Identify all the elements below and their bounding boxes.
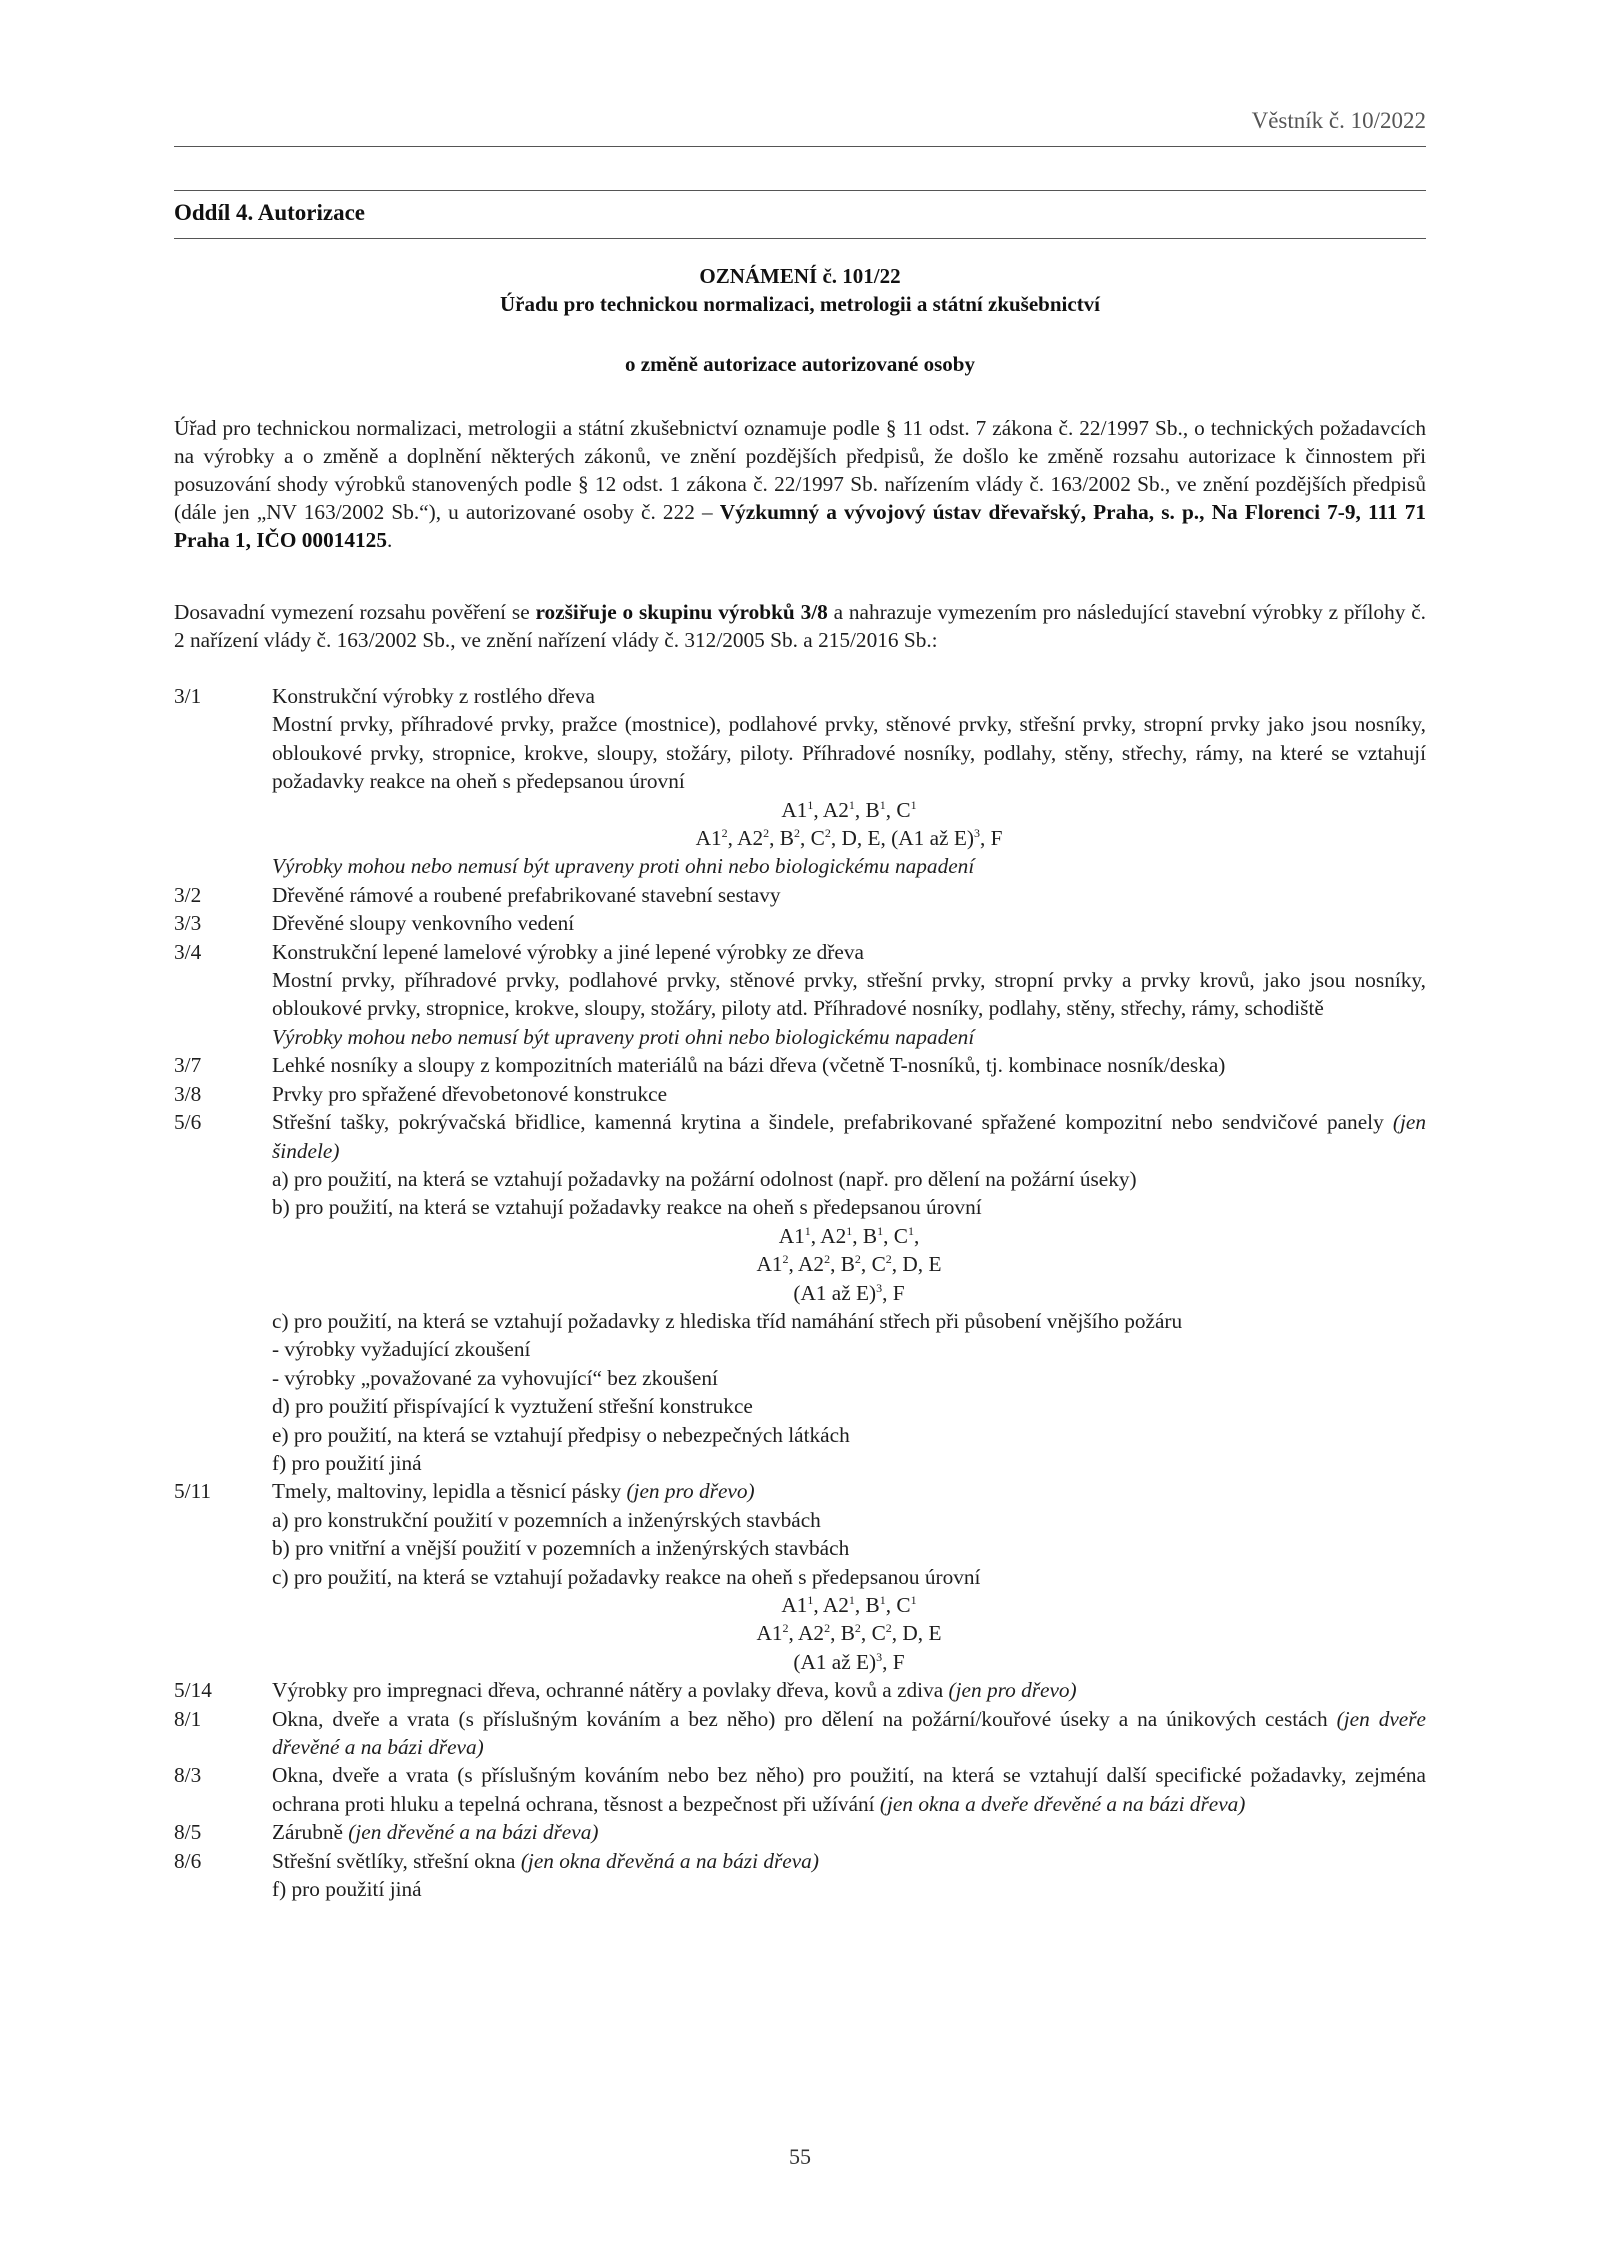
line-text: Okna, dveře a vrata (s příslušným kováním a bez něho) pro dělení na požární/kouřové úseky a na únikových cestách (272, 1706, 1337, 1731)
text-line (272, 1705, 1426, 1762)
reaction-class-line: $A1^2$, $A2^2$, $B^2$, $C^2$, D, E (756, 1252, 942, 1277)
reaction-class-line: $A1^2$, $A2^2$, $B^2$, $C^2$, D, E (756, 1621, 942, 1646)
reaction-class-line: $A1^1$, $A2^1$, $B^1$, $C^1$ (781, 1592, 917, 1617)
text-line (272, 1847, 1426, 1875)
section-rule-top (174, 190, 1426, 191)
line-text: Tmely, maltoviny, lepidla a těsnicí pásky (272, 1479, 627, 1504)
line-text: f) pro použití jiná (272, 1450, 422, 1475)
text-line (272, 1534, 1426, 1562)
text-line (272, 1563, 1426, 1591)
note-line: Výrobky mohou nebo nemusí být upraveny proti ohni nebo biologickému napadení (272, 854, 975, 879)
product-group-item (174, 1051, 1426, 1079)
product-group-content (272, 1705, 1426, 1762)
product-group-code: 8/1 (174, 1706, 202, 1731)
note-line: Výrobky mohou nebo nemusí být upraveny proti ohni nebo biologickému napadení (272, 1024, 975, 1049)
text-line (272, 682, 1426, 710)
reaction-class-line: (A1 až E)$^3$, F (793, 1280, 905, 1305)
line-text: - výrobky vyžadující zkoušení (272, 1337, 531, 1362)
line-text: Střešní světlíky, střešní okna (272, 1848, 521, 1873)
product-group-content (272, 909, 1426, 937)
line-text: b) pro použití, na která se vztahují požadavky reakce na oheň s předepsanou úrovní (272, 1195, 982, 1220)
product-group-code: 3/3 (174, 911, 202, 936)
product-group-content (272, 938, 1426, 1052)
text-line (272, 1335, 1426, 1363)
text-line (272, 966, 1426, 1023)
product-group-item (174, 682, 1426, 881)
line-text: e) pro použití, na která se vztahují předpisy o nebezpečných látkách (272, 1422, 850, 1447)
line-text: b) pro vnitřní a vnější použití v pozemních a inženýrských stavbách (272, 1536, 850, 1561)
line-text: f) pro použití jiná (272, 1877, 422, 1902)
line-text: Výrobky pro impregnaci dřeva, ochranné nátěry a povlaky dřeva, kovů a zdiva (272, 1678, 949, 1703)
line-text: Zárubně (272, 1820, 349, 1845)
line-text: Dřevěné rámové a roubené prefabrikované stavební sestavy (272, 882, 781, 907)
product-group-code: 5/11 (174, 1479, 212, 1504)
product-group-code: 3/8 (174, 1081, 202, 1106)
line-italic-note: (jen okna dřevěná a na bázi dřeva) (520, 1848, 819, 1873)
text-line (272, 1080, 1426, 1108)
product-group-code: 8/6 (174, 1848, 202, 1873)
line-italic-note: (jen pro dřevo) (948, 1678, 1077, 1703)
product-group-code: 5/14 (174, 1678, 212, 1703)
product-group-code: 3/1 (174, 684, 202, 708)
product-group-code: 8/3 (174, 1763, 202, 1788)
line-text: c) pro použití, na která se vztahují požadavky reakce na oheň s předepsanou úrovní (272, 1564, 981, 1589)
line-text: Dřevěné sloupy venkovního vedení (272, 911, 575, 936)
line-text: Konstrukční výrobky z rostlého dřeva (272, 684, 595, 708)
line-text: a) pro použití, na která se vztahují požadavky na požární odolnost (např. pro dělení na požární úseky) (272, 1166, 1137, 1191)
scope-post: a nahrazuje vymezením pro následující stavební výrobky z přílohy č. 2 nařízení vlády č. 163/2002 Sb., ve znění nařízení vlády č. 312/2005 Sb. a 215/2016 Sb.: (174, 600, 1426, 652)
line-text: Prvky pro spřažené dřevobetonové konstrukce (272, 1081, 668, 1106)
product-group-item (174, 1676, 1426, 1704)
product-group-content (272, 1080, 1426, 1108)
text-line (272, 1818, 1426, 1846)
product-group-content (272, 1477, 1426, 1676)
product-group-item (174, 1705, 1426, 1762)
section-rule-bottom (174, 238, 1426, 239)
text-line (272, 1051, 1426, 1079)
product-group-code: 5/6 (174, 1110, 202, 1135)
line-italic-note: (jen pro dřevo) (626, 1479, 755, 1504)
product-group-content (272, 1847, 1426, 1904)
reaction-class-line: $A1^1$, $A2^1$, $B^1$, $C^1$, (778, 1223, 920, 1248)
scope-pre: Dosavadní vymezení rozsahu pověření se (174, 600, 536, 624)
line-text: - výrobky „považované za vyhovující“ bez zkoušení (272, 1365, 718, 1390)
product-group-item (174, 909, 1426, 937)
line-text: Konstrukční lepené lamelové výrobky a jiné lepené výrobky ze dřeva (272, 939, 864, 964)
notice-number: OZNÁMENÍ č. 101/22 (699, 264, 901, 288)
page-number: 55 (789, 2144, 811, 2169)
product-group-item (174, 1108, 1426, 1477)
text-line (272, 1761, 1426, 1818)
line-text: Střešní tašky, pokrývačská břidlice, kamenná krytina a šindele, prefabrikované spřažené kompozitní nebo sendvičové panely (272, 1110, 1393, 1135)
scope-bold: rozšiřuje o skupinu výrobků 3/8 (535, 600, 828, 624)
text-line (272, 909, 1426, 937)
product-group-content (272, 881, 1426, 909)
reaction-class-line: $A1^2$, $A2^2$, $B^2$, $C^2$, D, E, (A1 až E)$^3$, F (695, 825, 1003, 851)
line-italic-note: (jen dveře dřevěné a na bázi dřeva) (272, 1706, 1427, 1760)
text-line (272, 938, 1426, 966)
product-group-content (272, 1108, 1426, 1477)
product-group-content (272, 1676, 1426, 1704)
header-rule (174, 146, 1426, 147)
reaction-class-line: (A1 až E)$^3$, F (793, 1649, 905, 1674)
line-text: a) pro konstrukční použití v pozemních a inženýrských stavbách (272, 1507, 821, 1532)
text-line (272, 710, 1426, 795)
product-group-content (272, 682, 1426, 881)
reaction-class-line: $A1^1$, $A2^1$, $B^1$, $C^1$ (781, 797, 917, 822)
product-group-item (174, 881, 1426, 909)
section-title: Oddíl 4. Autorizace (174, 200, 366, 225)
text-line (272, 1449, 1426, 1477)
product-group-code: 3/7 (174, 1053, 202, 1078)
line-text: d) pro použití přispívající k vyztužení střešní konstrukce (272, 1394, 753, 1419)
intro-text: Úřad pro technickou normalizaci, metrologii a státní zkušebnictví oznamuje podle § 11 odst. 7 zákona č. 22/1997 Sb., o technických požadavcích na výrobky a o změně a doplnění některých zákonů, ve znění pozdějších předpisů, že došlo ke změně rozsahu autorizace k činnostem při posuzování shody výrobků stanovených podle § 12 odst. 1 zákona č. 22/1997 Sb. nařízením vlády č. 163/2002 Sb., ve znění pozdějších předpisů (dále jen „NV 163/2002 Sb.“), u autorizované osoby č. 222 – (174, 416, 1426, 524)
line-text: Mostní prvky, příhradové prvky, podlahové prvky, stěnové prvky, střešní prvky, stropní prvky a prvky krovů, jako jsou nosníky, obloukové prvky, stropnice, krokve, sloupy, stožáry, piloty atd. Příhradové nosníky, podlahy, stěny, střechy, rámy, schodiště (272, 968, 1426, 1021)
text-line (272, 1506, 1426, 1534)
scope-paragraph (174, 598, 1426, 654)
notice-subject: o změně autorizace autorizované osoby (625, 352, 975, 376)
product-group-item (174, 1080, 1426, 1108)
text-line (272, 1477, 1426, 1505)
text-line (272, 881, 1426, 909)
intro-authorized-body: Výzkumný a vývojový ústav dřevařský, Praha, s. p., Na Florenci 7-9, 111 71 Praha 1, IČO 00014125 (174, 500, 1426, 552)
line-text: c) pro použití, na která se vztahují požadavky z hlediska tříd namáhání střech při působení vnějšího požáru (272, 1308, 1183, 1333)
intro-paragraph (174, 414, 1426, 554)
text-line (272, 1193, 1426, 1221)
product-group-code: 3/2 (174, 882, 202, 907)
product-group-content (272, 1761, 1426, 1818)
intro-end: . (386, 528, 393, 552)
text-line (272, 1307, 1426, 1335)
text-line (272, 1421, 1426, 1449)
text-line (272, 1165, 1426, 1193)
product-group-content (272, 1051, 1426, 1079)
product-group-content (272, 1818, 1426, 1846)
product-group-item (174, 1847, 1426, 1904)
product-group-item (174, 1477, 1426, 1676)
line-italic-note: (jen dřevěné a na bázi dřeva) (348, 1820, 599, 1845)
line-text: Lehké nosníky a sloupy z kompozitních materiálů na bázi dřeva (včetně T-nosníků, tj. kombinace nosník/deska) (272, 1053, 1226, 1078)
notice-issuer: Úřadu pro technickou normalizaci, metrologii a státní zkušebnictví (499, 292, 1101, 316)
product-group-item (174, 1818, 1426, 1846)
text-line (272, 1392, 1426, 1420)
product-group-code: 3/4 (174, 939, 202, 964)
line-text: Mostní prvky, příhradové prvky, pražce (mostnice), podlahové prvky, stěnové prvky, střešní prvky, stropní prvky jako jsou nosníky, obloukové prvky, stropnice, krokve, sloupy, stožáry, piloty. Příhradové nosníky, podlahy, stěny, střechy, rámy, na které se vztahují požadavky reakce na oheň s předepsanou úrovní (272, 712, 1426, 794)
journal-header: Věstník č. 10/2022 (1251, 108, 1426, 133)
product-group-list (174, 682, 1426, 1903)
text-line (272, 1676, 1426, 1704)
line-text: Okna, dveře a vrata (s příslušným kováním nebo bez něho) pro použití, na která se vztahují další specifické požadavky, zejména ochrana proti hluku a tepelná ochrana, těsnost a bezpečnost při užívání (272, 1763, 1426, 1816)
product-group-item (174, 938, 1426, 1052)
text-line (272, 1108, 1426, 1165)
product-group-item (174, 1761, 1426, 1818)
product-group-code: 8/5 (174, 1820, 202, 1845)
text-line (272, 1364, 1426, 1392)
line-italic-note: (jen šindele) (272, 1110, 1426, 1163)
line-italic-note: (jen okna a dveře dřevěné a na bázi dřeva) (879, 1791, 1246, 1816)
text-line (272, 1875, 1426, 1903)
